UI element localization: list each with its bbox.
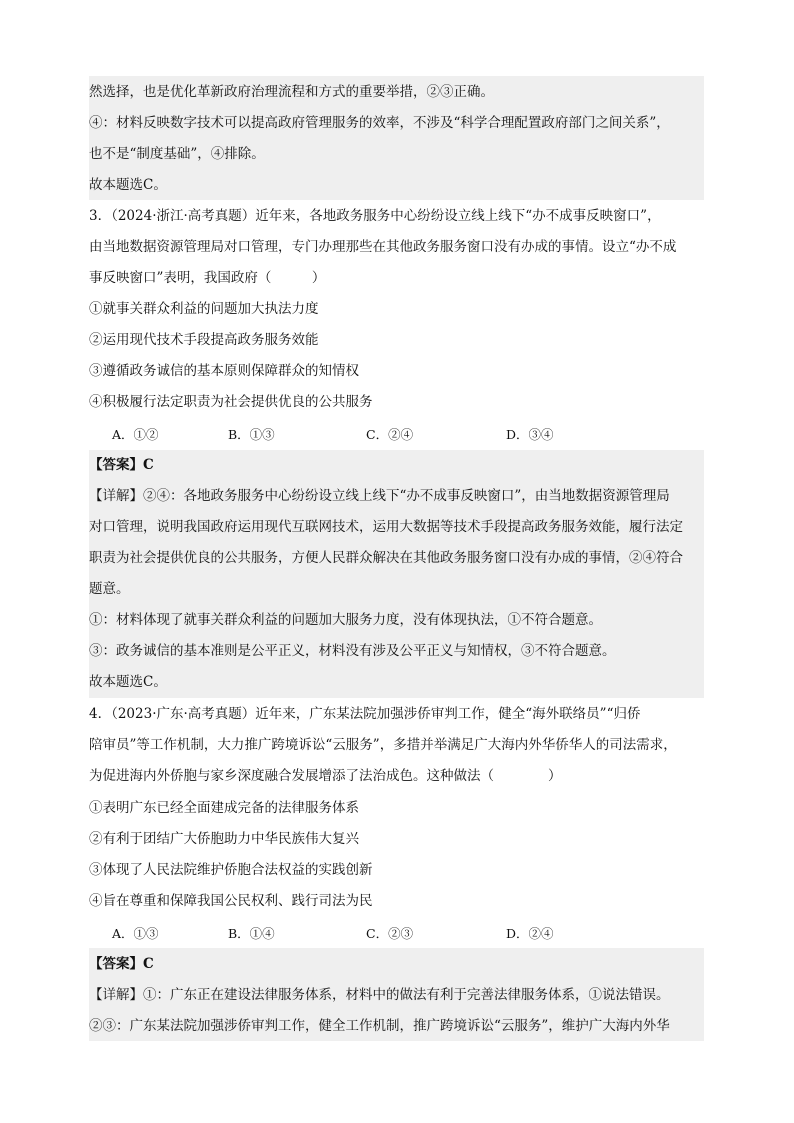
analysis-line: 故本题选C。 bbox=[89, 674, 167, 690]
choice-b: B．①④ bbox=[228, 926, 275, 941]
option-item: ②有利于团结广大侨胞助力中华民族伟大复兴 bbox=[89, 831, 359, 847]
analysis-line: ④：材料反映数字技术可以提高政府管理服务的效率，不涉及“科学合理配置政府部门之间关系”， bbox=[89, 115, 670, 131]
analysis-line: 题意。 bbox=[89, 581, 130, 597]
option-item: ①表明广东已经全面建成完备的法律服务体系 bbox=[89, 800, 359, 816]
option-item: ④旨在尊重和保障我国公民权利、践行司法为民 bbox=[89, 893, 373, 909]
choice-d: D．③④ bbox=[506, 427, 554, 442]
choice-c: C．②③ bbox=[366, 926, 414, 941]
option-item: ④积极履行法定职责为社会提供优良的公共服务 bbox=[89, 394, 373, 410]
option-item: ②运用现代技术手段提高政务服务效能 bbox=[89, 332, 319, 348]
choice-c: C．②④ bbox=[366, 427, 414, 442]
analysis-line: 对口管理，说明我国政府运用现代互联网技术，运用大数据等技术手段提高政务服务效能，履行法定 bbox=[89, 519, 683, 535]
question-stem: 事反映窗口”表明，我国政府（ ） bbox=[89, 270, 326, 286]
choice-d: D．②④ bbox=[506, 926, 554, 941]
option-item: ③体现了人民法院维护侨胞合法权益的实践创新 bbox=[89, 862, 373, 878]
analysis-line: 【详解】②④：各地政务服务中心纷纷设立线上线下“办不成事反映窗口”，由当地数据资源管理局 bbox=[89, 488, 670, 504]
analysis-line: 【详解】①：广东正在建设法律服务体系，材料中的做法有利于完善法律服务体系，①说法错误。 bbox=[89, 987, 670, 1003]
question-stem: 由当地数据资源管理局对口管理，专门办理那些在其他政务服务窗口没有办成的事情。设立“办不成 bbox=[89, 239, 677, 255]
option-item: ③遵循政务诚信的基本原则保障群众的知情权 bbox=[89, 363, 359, 379]
question-stem: 陪审员”等工作机制，大力推广跨境诉讼“云服务”，多措并举满足广大海内外华侨华人的司法需求， bbox=[89, 737, 677, 753]
analysis-line: 然选择，也是优化革新政府治理流程和方式的重要举措，②③正确。 bbox=[89, 84, 494, 100]
question-stem: 4．（2023·广东·高考真题）近年来，广东某法院加强涉侨审判工作，健全“海外联络员”“归侨 bbox=[89, 706, 641, 722]
answer-line: 【答案】C bbox=[89, 457, 154, 473]
analysis-line: ②③：广东某法院加强涉侨审判工作，健全工作机制，推广跨境诉讼“云服务”，维护广大海内外华 bbox=[89, 1018, 670, 1034]
choice-a: A．①③ bbox=[112, 926, 159, 941]
analysis-line: ③：政务诚信的基本准则是公平正义，材料没有涉及公平正义与知情权，③不符合题意。 bbox=[89, 643, 616, 659]
analysis-line: 职责为社会提供优良的公共服务，方便人民群众解决在其他政务服务窗口没有办成的事情，②④符合 bbox=[89, 550, 683, 566]
analysis-line: 故本题选C。 bbox=[89, 177, 167, 193]
analysis-line: 也不是“制度基础”，④排除。 bbox=[89, 146, 265, 162]
question-stem: 3．（2024·浙江·高考真题）近年来，各地政务服务中心纷纷设立线上线下“办不成事反映窗口”， bbox=[89, 208, 661, 224]
choice-a: A．①② bbox=[112, 427, 159, 442]
choice-b: B．①③ bbox=[228, 427, 275, 442]
question-stem: 为促进海内外侨胞与家乡深度融合发展增添了法治成色。这种做法（ ） bbox=[89, 768, 562, 784]
answer-line: 【答案】C bbox=[89, 956, 154, 972]
analysis-line: ①：材料体现了就事关群众利益的问题加大服务力度，没有体现执法，①不符合题意。 bbox=[89, 612, 602, 628]
option-item: ①就事关群众利益的问题加大执法力度 bbox=[89, 301, 319, 317]
